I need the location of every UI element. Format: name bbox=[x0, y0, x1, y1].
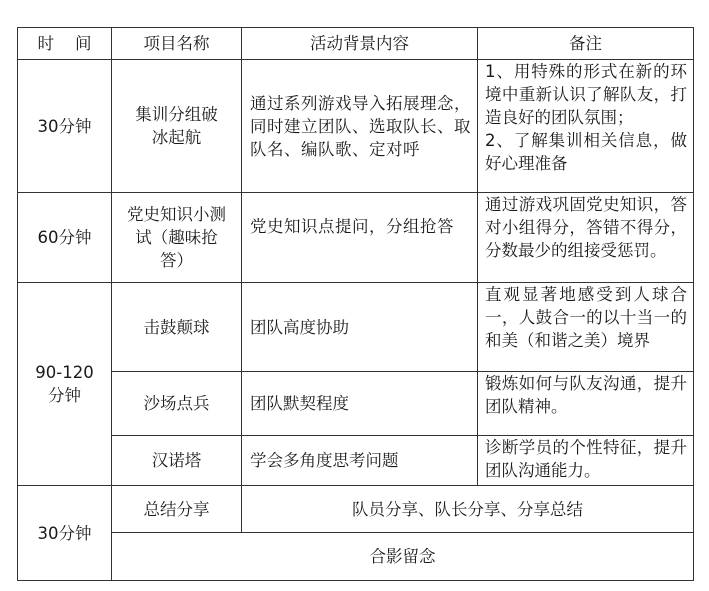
table-row bbox=[18, 436, 694, 486]
note-line: 1、用特殊的形式在新的环境中重新认识了解队友，打造良好的团队氛围； bbox=[485, 62, 687, 127]
header-background: 活动背景内容 bbox=[242, 28, 478, 60]
table-row bbox=[18, 372, 694, 436]
schedule-table bbox=[17, 27, 694, 581]
header-time: 时 间 bbox=[18, 28, 112, 60]
row-time: 30分钟 bbox=[18, 60, 112, 193]
table-row bbox=[18, 283, 694, 372]
row-time: 60分钟 bbox=[18, 193, 112, 283]
row-notes bbox=[478, 60, 694, 193]
note-line: 诊断学员的个性特征，提升团队沟通能力。 bbox=[485, 438, 687, 480]
row-time: 90-120分钟 bbox=[18, 283, 112, 486]
row-project: 总结分享 bbox=[112, 486, 242, 533]
row-project: 党史知识小测试（趣味抢答） bbox=[112, 193, 242, 283]
header-row bbox=[18, 28, 694, 60]
table-row bbox=[18, 60, 694, 193]
row-project: 集训分组破冰起航 bbox=[112, 60, 242, 193]
row-project: 沙场点兵 bbox=[112, 372, 242, 436]
table-row bbox=[18, 533, 694, 581]
header-notes: 备注 bbox=[478, 28, 694, 60]
row-background: 团队高度协助 bbox=[242, 283, 478, 372]
row-time: 30分钟 bbox=[18, 486, 112, 581]
row-background: 党史知识点提问，分组抢答 bbox=[242, 193, 478, 283]
header-project: 项目名称 bbox=[112, 28, 242, 60]
row-merged: 合影留念 bbox=[112, 533, 694, 581]
note-line: 锻炼如何与队友沟通，提升团队精神。 bbox=[485, 374, 687, 416]
table-row bbox=[18, 193, 694, 283]
note-line: 通过游戏巩固党史知识，答对小组得分，答错不得分，分数最少的组接受惩罚。 bbox=[485, 195, 687, 260]
note-line: 直观显著地感受到人球合一，人鼓合一的以十当一的和美（和谐之美）境界 bbox=[485, 285, 687, 350]
row-notes bbox=[478, 372, 694, 436]
note-line: 2、了解集训相关信息，做好心理准备 bbox=[485, 131, 687, 173]
row-project: 击鼓颠球 bbox=[112, 283, 242, 372]
table-row bbox=[18, 486, 694, 533]
row-background: 学会多角度思考问题 bbox=[242, 436, 478, 486]
row-notes bbox=[478, 193, 694, 283]
row-notes bbox=[478, 283, 694, 372]
row-merged: 队员分享、队长分享、分享总结 bbox=[242, 486, 694, 533]
row-background: 团队默契程度 bbox=[242, 372, 478, 436]
row-background: 通过系列游戏导入拓展理念，同时建立团队、选取队长、取队名、编队歌、定对呼 bbox=[242, 60, 478, 193]
row-notes bbox=[478, 436, 694, 486]
row-project: 汉诺塔 bbox=[112, 436, 242, 486]
